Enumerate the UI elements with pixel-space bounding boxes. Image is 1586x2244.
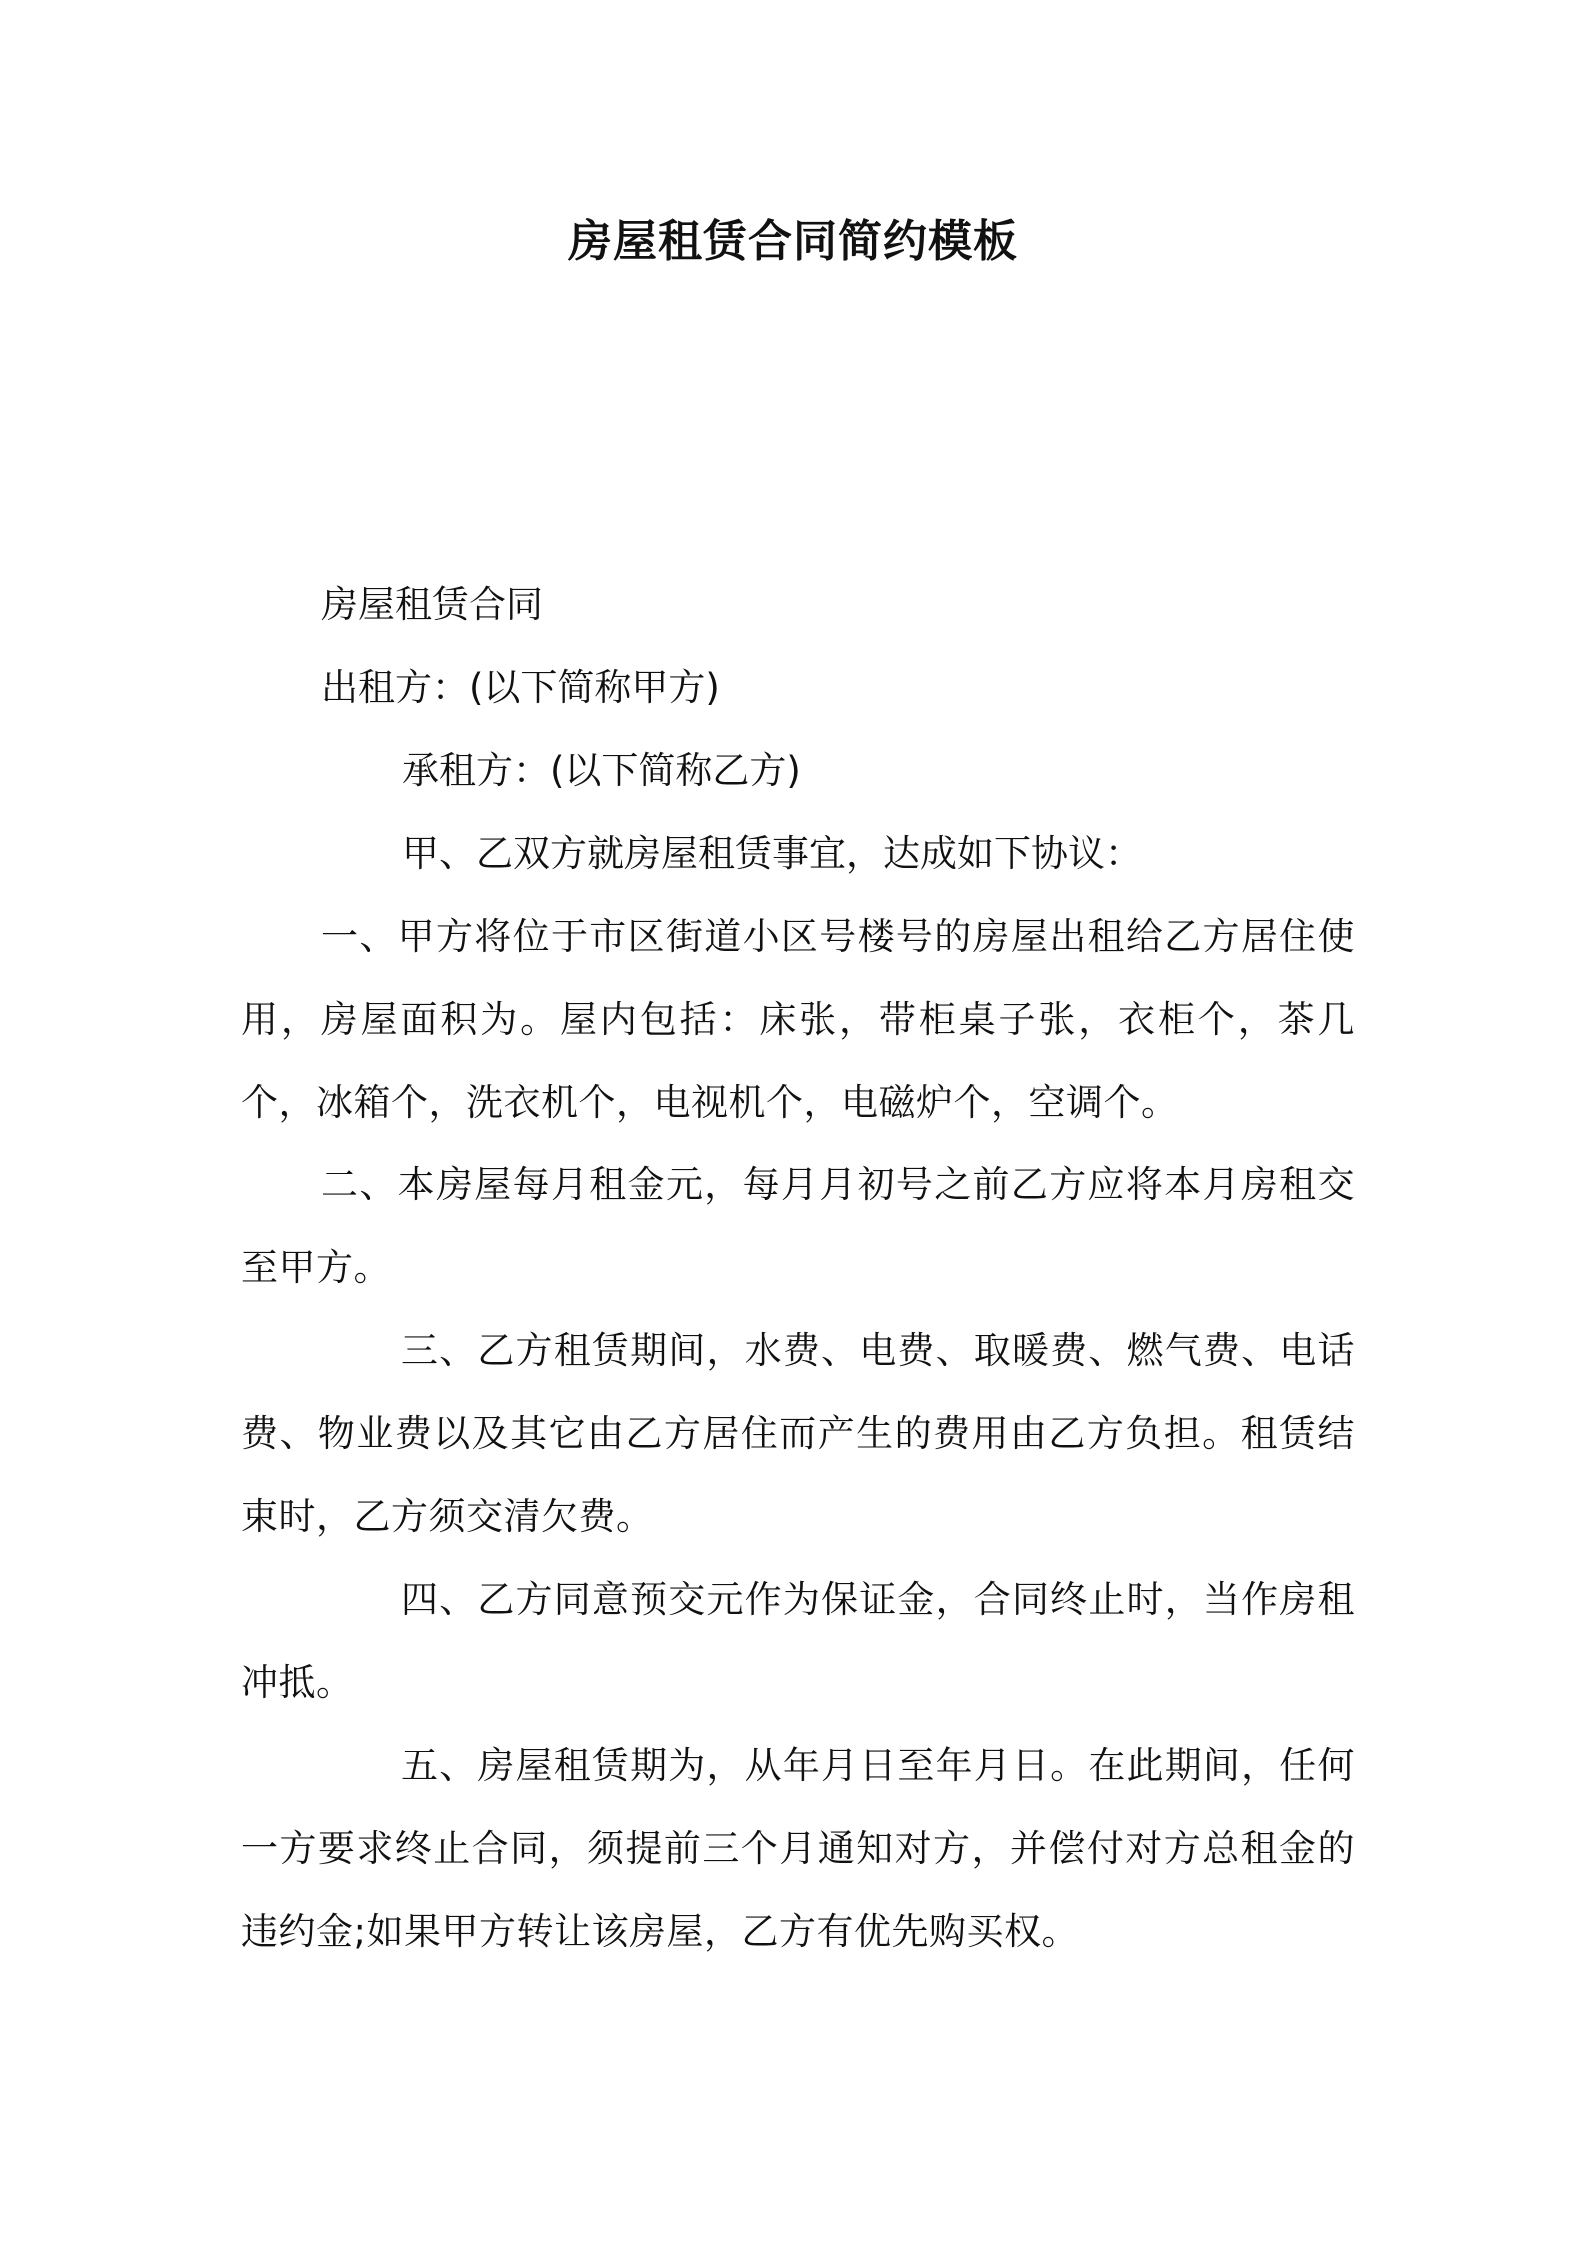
clause-2: 二、本房屋每月租金元，每月月初号之前乙方应将本月房租交至甲方。: [241, 1163, 1355, 1289]
lessee-line: 承租方：(以下简称乙方): [402, 749, 801, 792]
clause-5: 五、房屋租赁期为，从年月日至年月日。在此期间，任何一方要求终止合同，须提前三个月通知对方，并偿付对方总租金的违约金;如果甲方转让该房屋，乙方有优先购买权。: [241, 1744, 1355, 1953]
lessor-line: 出租方：(以下简称甲方): [321, 666, 720, 709]
intro-line: 甲、乙双方就房屋租赁事宜，达成如下协议：: [402, 832, 1142, 875]
contract-heading: 房屋租赁合同: [321, 583, 543, 626]
document-title: 房屋租赁合同简约模板: [568, 216, 1018, 267]
clause-1: 一、甲方将位于市区街道小区号楼号的房屋出租给乙方居住使用，房屋面积为。屋内包括：床张，带柜桌子张，衣柜个，茶几个，冰箱个，洗衣机个，电视机个，电磁炉个，空调个。: [241, 915, 1355, 1124]
clause-4: 四、乙方同意预交元作为保证金，合同终止时，当作房租冲抵。: [241, 1578, 1355, 1704]
clause-3: 三、乙方租赁期间，水费、电费、取暖费、燃气费、电话费、物业费以及其它由乙方居住而产生的费用由乙方负担。租赁结束时，乙方须交清欠费。: [241, 1329, 1355, 1538]
